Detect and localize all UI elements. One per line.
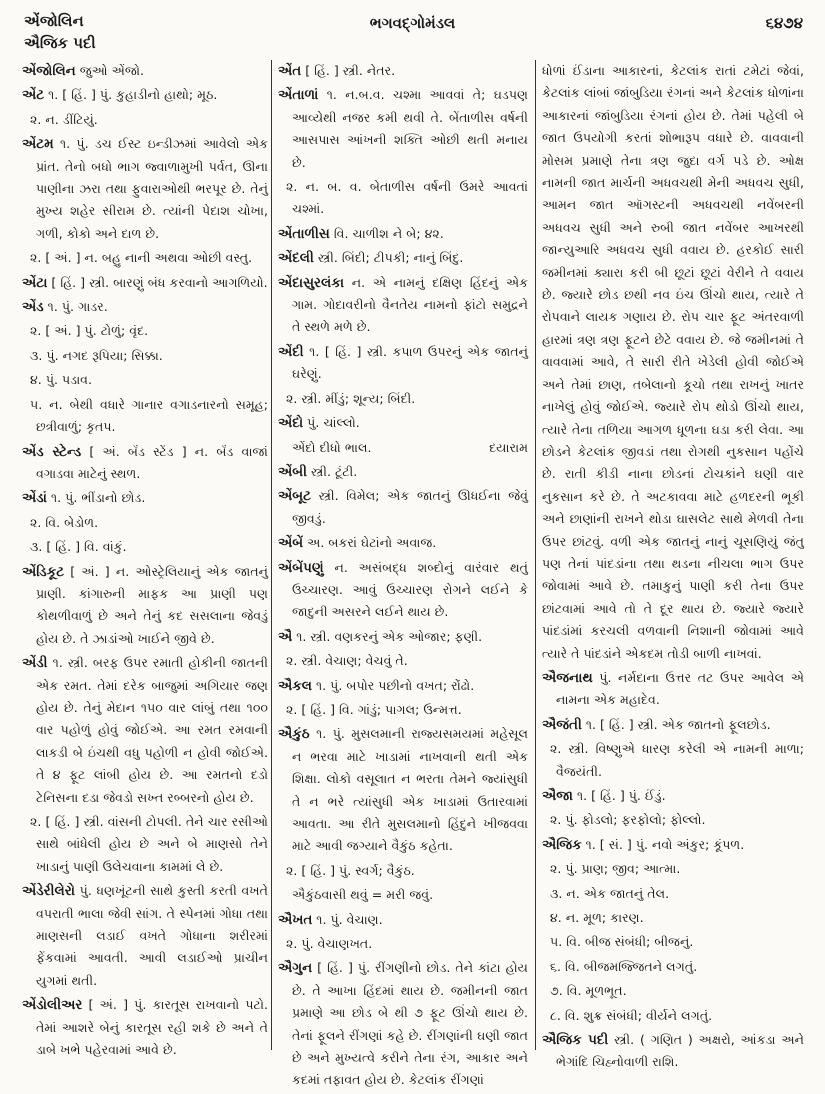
headword: ઐખત bbox=[278, 911, 313, 928]
headword: એંજોલિન bbox=[22, 63, 76, 79]
sense-text: ૪. ન. મૂળ; કારણ. bbox=[550, 910, 644, 926]
sense-text: ૮. વિ. શુક્ર સંબંધી; વીર્યને લગતું. bbox=[550, 1007, 713, 1023]
headword: એંડ bbox=[22, 299, 44, 316]
entry-sense bbox=[22, 247, 268, 269]
definition: ૧. પું. ડચ ઈસ્ટ ઇન્ડીઝમાં આવેલો એક પ્રાંત. તેનો બધો ભાગ જ્વાળામુખી પર્વત, ઊના પાણીના ઝરા તથા ફુવારાઓથી ભરપૂર છે. તેનું મુખ્ય શહેર સીરામ છે. ત્યાંની પેદાશ ચોખા, ગળી, કોકો અને દાળ છે. bbox=[36, 136, 268, 241]
sense-text: ૨. [ અં. ] પું. ટોળું; વૃંદ. bbox=[30, 323, 149, 339]
dictionary-entry bbox=[22, 272, 268, 294]
entry-sense bbox=[22, 109, 268, 131]
headword: ઐજા bbox=[542, 788, 573, 804]
headword: એંડી bbox=[22, 655, 48, 672]
continuation-text: ધોળાં ઈંડાના આકારનાં, કેટલાંક રાતાં ટમેટાં જેવાં, કેટલાંક લાંબાં જાંબુડિયા રંગનાં અને કેટલાંક ધોળાંના આકારનાં જાંબુડિયા રંગનાં હોય છે. તેમાં પહેલી બે જાત ઉપયોગી કરતાં શોભારૂપ વધારે છે. વાવવાની મોસમ પ્રમાણે તેના ત્રણ જુદા વર્ગ પડે છે. ઓક્ષ નામની જાત માર્ચની અધવચથી મેની અધવચ સુધી, આમન જાત ઑગસ્ટની અધવચથી નવેંબરની અધવચ સુધી અને રુબી જાત નવેંબર આખરથી જાન્યુઆરિ અધવચ સુધી વવાય છે. હરકોઈ સારી જમીનમાં ક્યારા કરી બી છૂટાં છૂટાં વેરીને તે વવાય છે. જ્યારે છોડ છથી નવ ઇંચ ઊંચો થાય, ત્યારે તે રોપવાને લાયક ગણાય છે. રોપ ચાર ફૂટ અંતરવાળી હારમાં ત્રણ ત્રણ ફૂટને છેટે વવાય છે. જે જમીનમાં તે વાવવામાં આવે, તે સારી રીતે ખેડેલી હોવી જોઈએ અને તેમાં છાણ, તબેલાનો કૂચો તથા રાખનું ખાતર નાખેલું હોવું જોઈએ. જ્યારે રોપ થોડો ઊંચો થાય, ત્યારે તેના તળિયા આગળ ધૂળના ઘડા કરી લેવા. આ છોડને કેટલાંક જીવડાં તથા રોગથી નુકસાન પહોંચે છે. રાતી કીડી નાના છોડનાં ટોચકાંને ઘણી વાર નુકસાન કરે છે. તે અટકાવવા માટે હળદરની ભૂકી અને છાણાંની રાખને થોડા ઘાસલેટ સાથે મેળવી તેના ઉપર છાંટવું. વળી એક જાતનું નાનું ચૂસણિયું જંતુ પણ તેનાં પાંદડાંના તથા થડના નીચલા ભાગ ઉપર જોવામાં આવે છે. તમાકુનું પાણી કરી તેના ઉપર છાંટવામાં આવે તો તે દૂર થાય છે. જ્યારે જ્યારે પાંદડાંમાં કરચલી વળવાની નિશાની જોવામાં આવે ત્યારે તે પાંદડાંને એકદમ તોડી બાળી નાખવાં. bbox=[542, 63, 804, 661]
dictionary-entry bbox=[278, 223, 528, 245]
headword: એંડિકૂટ bbox=[22, 563, 65, 580]
dictionary-entry bbox=[278, 957, 528, 1091]
page-number: ૬૪૭૪ bbox=[765, 14, 803, 32]
entry-sense bbox=[542, 738, 804, 783]
entry-sense bbox=[542, 907, 804, 929]
headword: એંડોલીઅર bbox=[22, 997, 83, 1014]
dictionary-entry bbox=[22, 880, 268, 992]
column-3 bbox=[542, 60, 804, 1076]
sense-text: ૨. ન. ડીંટિયું. bbox=[30, 111, 98, 127]
column-divider bbox=[535, 60, 536, 1050]
dictionary-entry bbox=[542, 1029, 804, 1074]
headword: એંબૂટ bbox=[278, 488, 311, 505]
definition: ૧. [ હિં. ] પું. કુહાડીનો હાથો; મૂઠ. bbox=[44, 87, 218, 103]
dictionary-entry bbox=[22, 60, 268, 82]
quote-author: દયારામ bbox=[489, 439, 528, 455]
dictionary-entry bbox=[278, 909, 528, 931]
definition: ન. એ નામનું દક્ષિણ હિંદનું એક ગામ. ગોદાવરીનો વૈનતેય નામનો ફાંટો સમુદ્રને તે સ્થળે મળે છે. bbox=[292, 274, 528, 335]
sense-text: ૨. સ્ત્રી. વેચાણ; વેચવું તે. bbox=[286, 653, 408, 669]
dictionary-entry bbox=[278, 461, 528, 483]
entry-sense bbox=[22, 320, 268, 342]
headword: એંબેં bbox=[278, 535, 304, 552]
sense-text: ૨. ન. બ. વ. બેતાળીસ વર્ષની ઉમરે આવતાં ચશ્માં. bbox=[286, 179, 528, 217]
guide-word-first: એંજોલિન bbox=[24, 12, 84, 30]
dictionary-entry bbox=[278, 557, 528, 624]
definition: ૧. પું. ભીંડાનો છોડ. bbox=[46, 490, 146, 506]
dictionary-entry bbox=[22, 84, 268, 106]
dictionary-entry bbox=[278, 60, 528, 82]
headword: એંતાળાં bbox=[278, 87, 319, 104]
quotation bbox=[278, 437, 528, 459]
entry-sense bbox=[22, 345, 268, 367]
entry-sense bbox=[542, 883, 804, 905]
sense-text: ૫. વિ. બીજ સંબંધી; બીજનું. bbox=[550, 934, 694, 950]
definition: વિ. ચાળીશ ને બે; ૪૨. bbox=[329, 225, 444, 241]
headword: એંતાળીસ bbox=[278, 225, 330, 242]
headword: ઐજિક પદી bbox=[542, 1032, 609, 1049]
entry-sense bbox=[542, 1005, 804, 1027]
headword: ઐગુન bbox=[278, 960, 313, 977]
quotation bbox=[278, 884, 528, 906]
definition: [ હિં. ] પું. રીંગણીનો છોડ. તેને કાંટા હોય છે. તે આખા હિંદમાં થાય છે. જમીનની જાત પ્રમાણે આ છોડ બે થી ૭ ફૂટ ઊંચો થાય છે. તેનાં ફૂલને રીંગણાં કહે છે. રીંગણાંની ઘણી જાત છે અને મુખ્યત્વે કરીને તેના રંગ, આકાર અને કદમાં તફાવત હોય છે. કેટલાંક રીંગણાં bbox=[292, 960, 528, 1088]
page-title: ભગવદ્ગોમંડલ bbox=[369, 14, 456, 32]
definition: ૧. પું. બપોર પછીનો વખત; રોંઢો. bbox=[311, 677, 475, 693]
sense-text: ૫. ન. બેથી વધારે ગાનાર વગાડનારનો સમૂહ; છત્રીવાળું; કૃતપ. bbox=[30, 396, 268, 435]
headword: ઐ bbox=[278, 628, 293, 645]
entry-sense bbox=[22, 369, 268, 391]
guide-word-last: ઐજિક પદી bbox=[24, 34, 96, 52]
dictionary-entry bbox=[278, 723, 528, 857]
headword: એંટમ bbox=[22, 136, 54, 153]
entry-sense bbox=[542, 858, 804, 880]
headword: એંડ સ્ટેન્ડ bbox=[22, 443, 82, 460]
entry-sense bbox=[22, 536, 268, 558]
dictionary-entry bbox=[278, 532, 528, 554]
headword: એંબેંપણું bbox=[278, 559, 324, 576]
definition: [ અં. ] ન. ઓસ્ટ્રેલિયાનું એક જાતનું પ્રાણી. કાંગારુની માફક આ પ્રાણી પણ કોથળીવાળું છે અને તેનું કદ સસલાના જેવડું હોય છે. તે ઝાડાંઓ ખાઈને જીવે છે. bbox=[36, 563, 268, 646]
column-divider bbox=[271, 60, 272, 1050]
sense-text: ૨. વિ. બેડોળ. bbox=[30, 514, 99, 530]
entry-sense bbox=[278, 176, 528, 221]
definition: અ. બકરાં ઘેટાંનો અવાજ. bbox=[303, 535, 437, 551]
headword: એંટા bbox=[22, 274, 48, 291]
dictionary-entry bbox=[278, 626, 528, 648]
dictionary-entry bbox=[278, 485, 528, 530]
dictionary-entry bbox=[22, 133, 268, 245]
entry-sense bbox=[278, 860, 528, 882]
definition: [ અં. ] પું. કારતૂસ રાખવાનો પટો. તેમાં આશરે બેનું કારતૂસ રહી શકે છે અને તે ડાબે ખભે પહેરવામાં આવે છે. bbox=[36, 997, 268, 1058]
entry-sense bbox=[278, 699, 528, 721]
definition: ૧. પું. વેચાણ. bbox=[312, 911, 383, 927]
quote-text: એંદો દીધો ભાલ. bbox=[292, 439, 372, 455]
entry-sense bbox=[542, 809, 804, 831]
headword: એંદલી bbox=[278, 250, 314, 267]
definition: ૧. સ્ત્રી. વણકરનું એક ઓજાર; ફણી. bbox=[292, 628, 483, 644]
definition: ન. અસંબદ્ધ શબ્દોનું વારંવાર થતું ઉચ્ચારણ. આવું ઉચ્ચારણ રોગને લઈને કે જાદુની અસરને લઈને થાય છે. bbox=[292, 559, 528, 620]
dictionary-entry bbox=[22, 441, 268, 486]
headword: એંદી bbox=[278, 343, 304, 360]
definition: ૧. [ હિં. ] પું. ઈંડું. bbox=[572, 788, 666, 803]
dictionary-entry bbox=[278, 247, 528, 269]
definition: [ હિં. ] સ્ત્રી. બારણું બંધ કરવાનો આગળિયો. bbox=[47, 274, 268, 290]
quote-text: ઐકુંઠવાસી થવું = મરી જવું. bbox=[292, 887, 434, 903]
definition: પું. ધણખૂંટની સાથે કુસ્તી કરતી વખતે વપરાતી ભાલા જેવી સાંગ. તે સ્પેનમાં ગોધા તથા માણસની લડાઈ વખતે ગોધાના શરીરમાં ફેંકવામાં આવતી. આવી લડાઈઓ પ્રાચીન યુગમાં થતી. bbox=[36, 883, 268, 988]
dictionary-entry bbox=[278, 412, 528, 434]
column-2 bbox=[278, 60, 528, 1094]
definition: સ્ત્રી. બિંદી; ટીપકી; નાનું બિંદુ. bbox=[313, 250, 464, 266]
entry-sense bbox=[542, 931, 804, 953]
dictionary-entry bbox=[278, 341, 528, 386]
dictionary-entry bbox=[22, 994, 268, 1061]
sense-text: ૨. સ્ત્રી. મીંડું; શૂન્ય; બિંદી. bbox=[286, 390, 416, 406]
dictionary-entry bbox=[278, 84, 528, 174]
headword: એંડેરીલેરો bbox=[22, 883, 76, 900]
dictionary-entry bbox=[278, 675, 528, 697]
sense-text: ૨. [ અં. ] ન. બહુ નાની અથવા ઓછી વસ્તુ. bbox=[30, 250, 253, 266]
definition: પું. ચાંલ્લો. bbox=[303, 415, 360, 431]
entry-sense bbox=[22, 512, 268, 534]
dictionary-entry bbox=[278, 272, 528, 339]
sense-text: ૭. વિ. મૂળભૂત. bbox=[550, 983, 627, 999]
headword: ઐજિક bbox=[542, 836, 582, 853]
definition: [ હિં. ] સ્ત્રી. નેતર. bbox=[301, 63, 396, 78]
headword: એંટ bbox=[22, 87, 45, 104]
entry-sense bbox=[278, 933, 528, 955]
dictionary-entry bbox=[22, 296, 268, 318]
definition: સ્ત્રી. વિમેલ; એક જાતનું ઊધઈના જેવું જીવડું. bbox=[292, 488, 528, 526]
entry-sense bbox=[542, 956, 804, 978]
headword: એંદો bbox=[278, 415, 304, 432]
headword: એંત bbox=[278, 63, 302, 79]
definition: સ્ત્રી. ( ગણિત ) અક્ષરો, આંકડા અને ભેગાંદિ ચિહ્નોવાળી રાશિ. bbox=[556, 1032, 804, 1070]
definition: ૧. પું. મુસલમાની રાજ્યસમયમાં મહેસૂલ ન ભરવા માટે ખાડામાં નાખવાની થતી એક શિક્ષા. લોકો વસૂલાત ન ભરતા તેમને જ્યાંસુધી તે ન ભરે ત્યાંસુધી એક ખાડામાં ઉતારવામાં આવતા. આ રીતે મુસલમાનો હિંદુને ખીજવવા માટે આવી જગ્યાને વૈકુંઠ કહેતા. bbox=[292, 726, 528, 854]
definition: ૧. [ સં. ] પું. નવો અંકુર; કૂંપળ. bbox=[581, 836, 745, 852]
dictionary-entry bbox=[22, 487, 268, 509]
entry-continuation bbox=[542, 60, 804, 665]
headword: ઐકુંઠ bbox=[278, 726, 310, 743]
headword: ઐજનાથ bbox=[542, 669, 593, 686]
definition: પું. નર્મદાના ઉત્તર તટ ઉપર આવેલ એ નામના એક મહાદેવ. bbox=[556, 669, 804, 708]
headword: ઐજંતી bbox=[542, 716, 582, 733]
definition: ૧. [ હિં. ] સ્ત્રી. એક જાતનો ફૂલછોડ. bbox=[581, 716, 771, 732]
definition: ૧. પું. ગાડર. bbox=[43, 299, 108, 315]
dictionary-entry bbox=[22, 652, 268, 809]
sense-text: ૨. [ હિં. ] વિ. ગાંડું; પાગલ; ઉન્મત્ત. bbox=[286, 701, 462, 717]
sense-text: ૨. સ્ત્રી. વિષ્ણુએ ધારણ કરેલી એ નામની માળા; વૈજયંતી. bbox=[550, 741, 804, 779]
column-1 bbox=[22, 60, 268, 1063]
sense-text: ૨. પું. વેચાણખત. bbox=[286, 936, 373, 952]
sense-text: ૨. પું. ફોડલો; ફરફોલો; ફોલ્લો. bbox=[550, 812, 706, 828]
definition: ૧. ન.બ.વ. ચશ્મા આવવાં તે; ઘડપણ આવ્યેથી નજર કમી થવી તે. બેંતાળીસ વર્ષની આસપાસ આંખની શક્તિ ઓછી થતી મનાય છે. bbox=[292, 87, 528, 170]
sense-text: ૬. વિ. બીજમજ્જિતને લગતું. bbox=[550, 958, 698, 974]
headword: ઐકલ bbox=[278, 677, 312, 694]
entry-sense bbox=[22, 394, 268, 439]
entry-sense bbox=[278, 388, 528, 410]
definition: સ્ત્રી. ટૂંટી. bbox=[306, 463, 358, 479]
headword: એંબી bbox=[278, 463, 307, 480]
sense-text: ૨. પું. પ્રાણ; જીવ; આત્મા. bbox=[550, 861, 681, 877]
headword: એંદાસુરલંકા bbox=[278, 274, 345, 291]
sense-text: ૩. [ હિં. ] વિ. વાંકું. bbox=[30, 539, 127, 555]
definition: જુઓ એંજો. bbox=[75, 63, 144, 78]
sense-text: ૩. ન. એક જાતનું તેલ. bbox=[550, 885, 670, 901]
dictionary-entry bbox=[542, 667, 804, 712]
dictionary-entry bbox=[22, 561, 268, 651]
dictionary-entry bbox=[542, 714, 804, 736]
dictionary-entry bbox=[542, 834, 804, 856]
sense-text: ૨. [ હિં. ] પું. સ્વર્ગ; વૈકુંઠ. bbox=[286, 862, 415, 878]
entry-sense bbox=[542, 980, 804, 1002]
definition: ૧. સ્ત્રી. બરફ ઉપર રમાતી હોકીની જાતની એક રમત. તેમાં દરેક બાજુમાં અગિયાર જણ હોય છે. તેનું મેદાન ૧૫૦ વાર લાંબું તથા ૧૦૦ વાર પહોળું હોવું જોઈએ. આ રમત રમવાની લાકડી બે ઇંચથી વધુ પહોળી ન હોવી જોઈએ. તે ૪ ફૂટ લાંબી હોય છે. આ રમતનો દડો ટેનિસના દડા જેવડો સખ્ત રબ્બરનો હોય છે. bbox=[36, 655, 268, 805]
sense-text: ૨. [ હિં. ] સ્ત્રી. વાંસની ટોપલી. તેને ચાર રસીઓ સાથે બાંધેલી હોય છે અને બે માણસો તેને ખાડાનું પાણી ઉલેચવાના કામમાં લે છે. bbox=[30, 814, 268, 874]
definition: ૧. [ હિં. ] સ્ત્રી. કપાળ ઉપરનું એક જાતનું ઘરેણું. bbox=[292, 343, 528, 382]
entry-sense bbox=[22, 811, 268, 878]
headword: એંડાં bbox=[22, 490, 47, 507]
sense-text: ૩. પું. નગદ રૂપિયા; સિક્કા. bbox=[30, 347, 163, 363]
sense-text: ૪. પું. પડાવ. bbox=[30, 372, 93, 388]
definition: [ અં. બૅંડ સ્ટેંડ ] ન. બૅંડ વાજાં વગાડવા માટેનું સ્થળ. bbox=[36, 443, 268, 481]
dictionary-entry bbox=[542, 785, 804, 807]
entry-sense bbox=[278, 650, 528, 672]
